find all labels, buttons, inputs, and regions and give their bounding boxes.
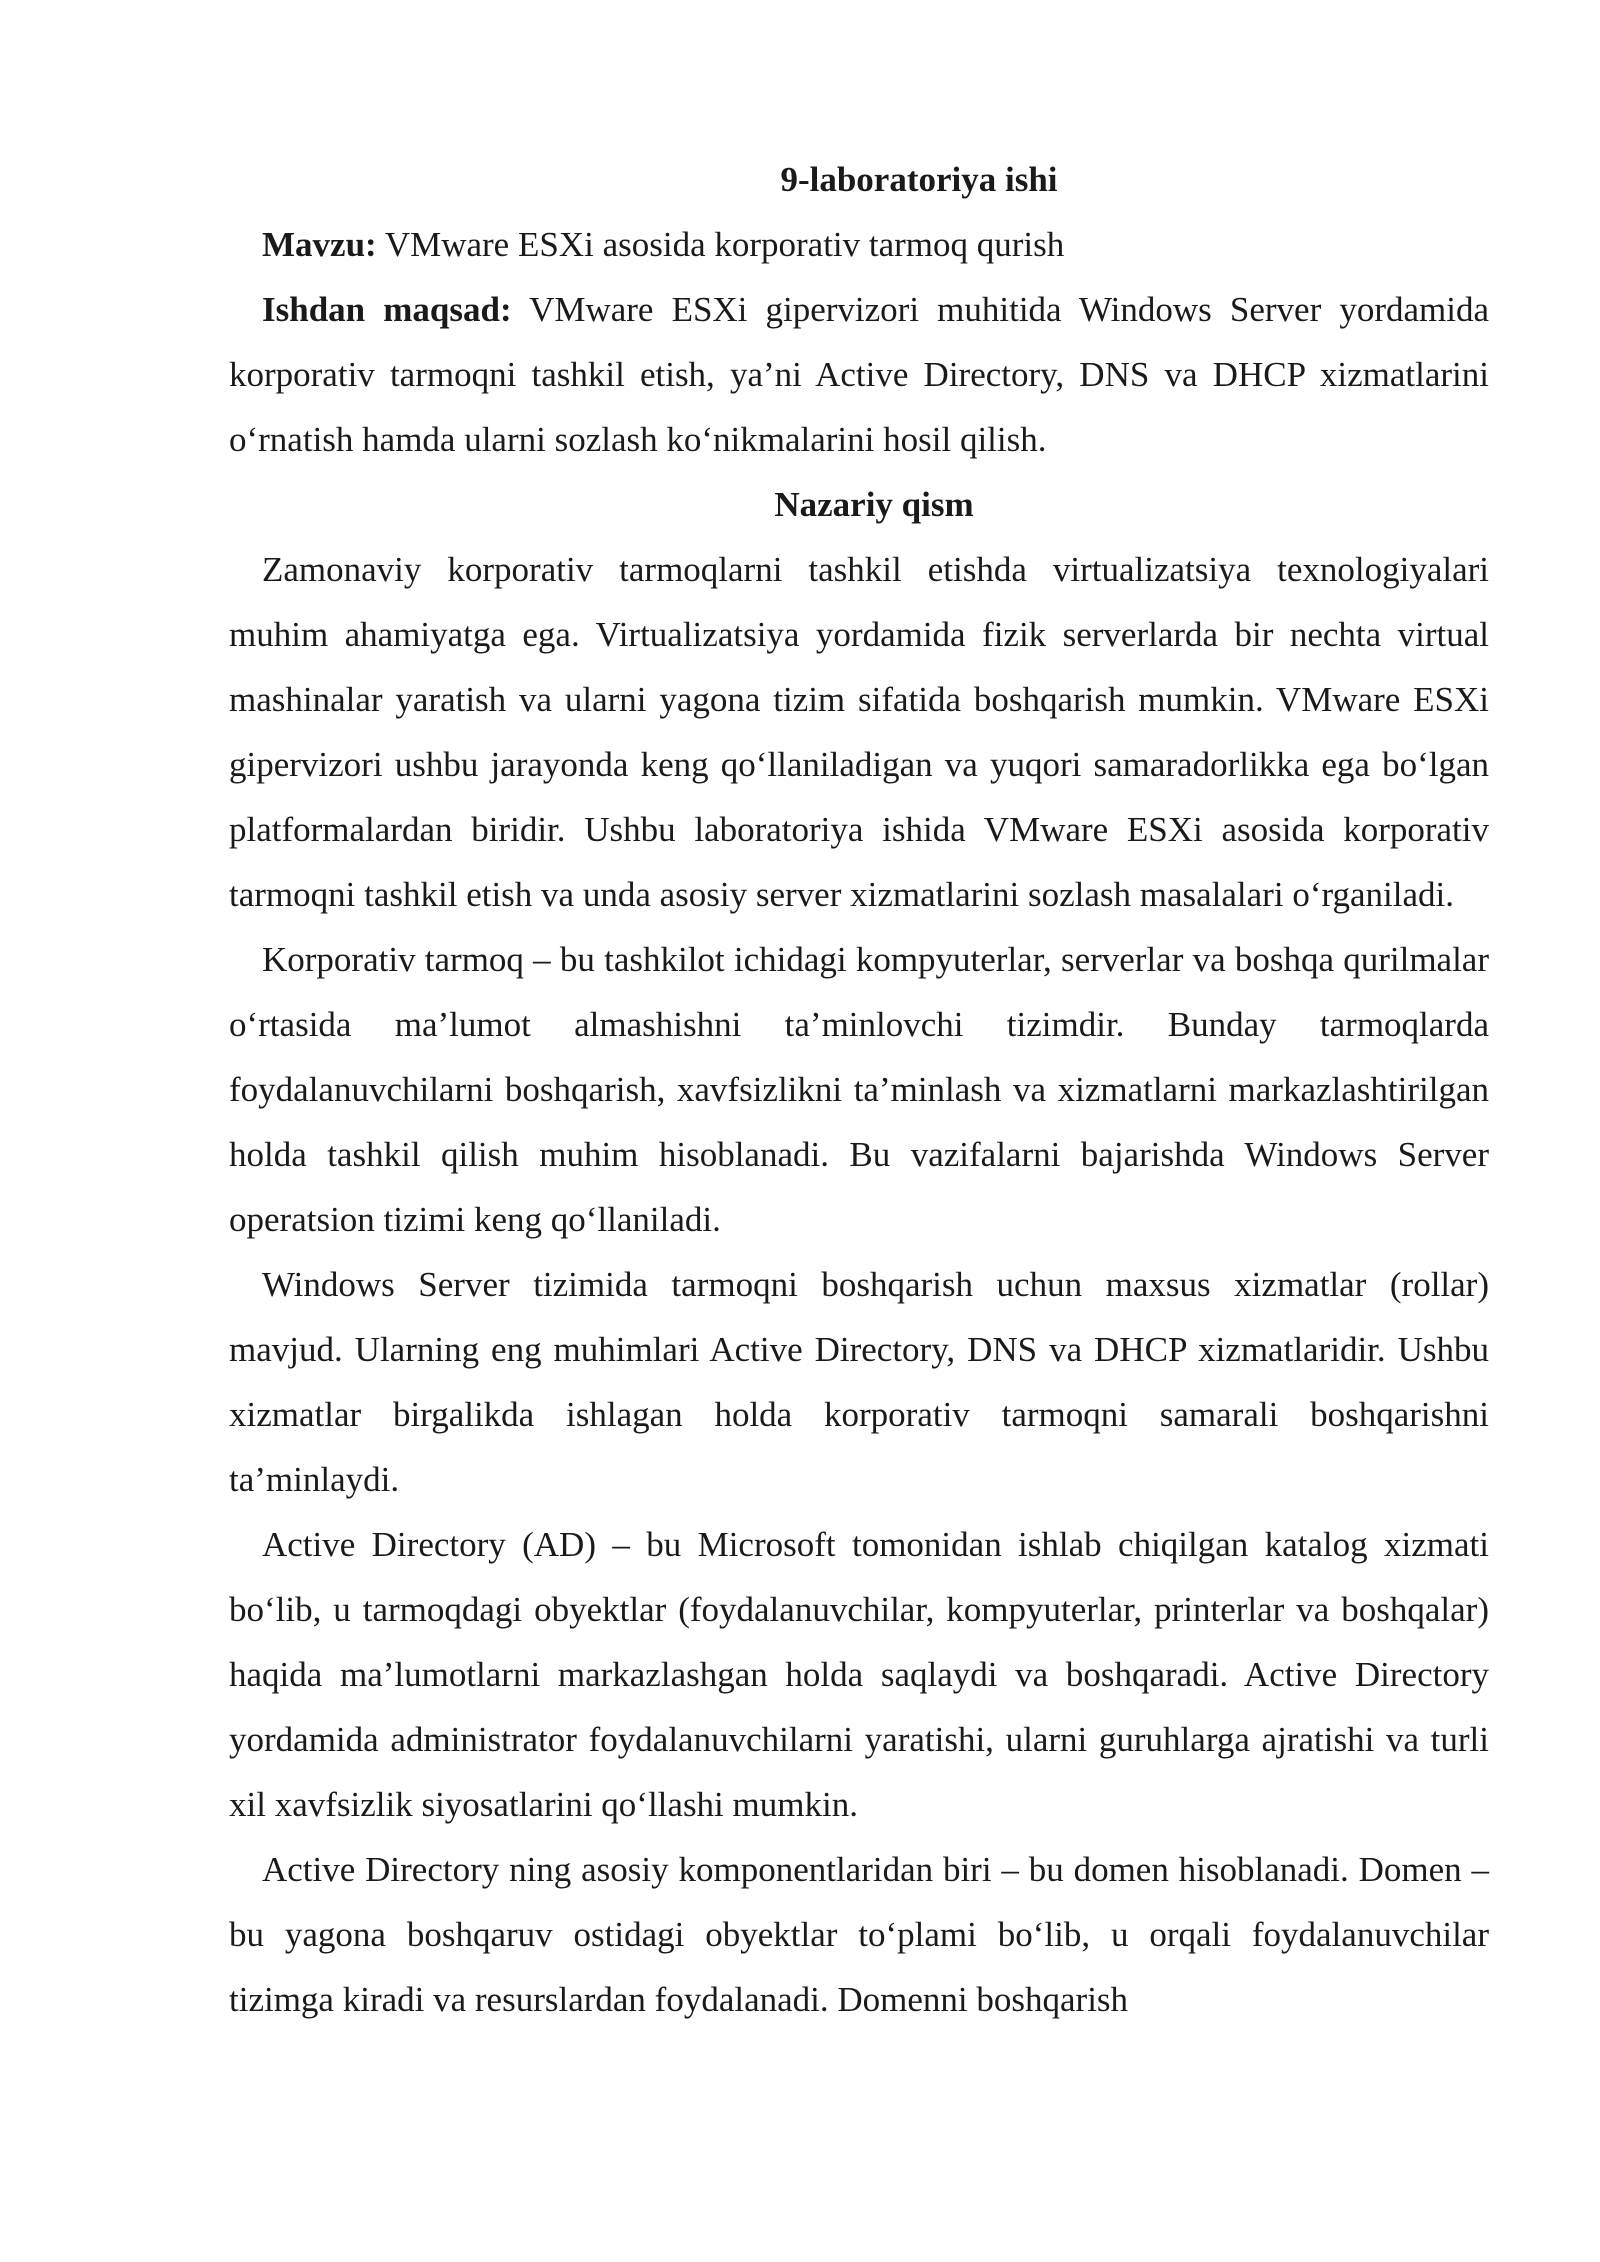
body-paragraph: Windows Server tizimida tarmoqni boshqarish uchun maxsus xizmatlar (rollar) mavjud. Ularning eng muhimlari Active Directory, DNS va DHCP xizmatlaridir. Ushbu xizmatlar birgalikda ishlagan holda korporativ tarmoqni samarali boshqarishni ta’minlaydi. (229, 1265, 1489, 1499)
goal-label: Ishdan maqsad: (262, 290, 512, 329)
goal-text: VMware ESXi gipervizori muhitida Windows Server yordamida korporativ tarmoqni tashkil etish, ya’ni Active Directory, DNS va DHCP xizmatlarini o‘rnatish hamda ularni sozlash ko‘nikmalarini hosil qilish. (229, 290, 1490, 459)
topic-text: VMware ESXi asosida korporativ tarmoq qurish (376, 225, 1065, 264)
topic-label: Mavzu: (262, 225, 377, 264)
body-paragraph: Active Directory ning asosiy komponentlaridan biri – bu domen hisoblanadi. Domen – bu yagona boshqaruv ostidagi obyektlar to‘plami bo‘lib, u orqali foydalanuvchilar tizimga kiradi va resurslardan foydalanadi. Domenni boshqarish (229, 1850, 1489, 2019)
body-paragraph: Zamonaviy korporativ tarmoqlarni tashkil etishda virtualizatsiya texnologiyalari muhim ahamiyatga ega. Virtualizatsiya yordamida fizik serverlarda bir nechta virtual mashinalar yaratish va ularni yagona tizim sifatida boshqarish mumkin. VMware ESXi gipervizori ushbu jarayonda keng qo‘llaniladigan va yuqori samaradorlikka ega bo‘lgan platformalardan biridir. Ushbu laboratoriya ishida VMware ESXi asosida korporativ tarmoqni tashkil etish va unda asosiy server xizmatlarini sozlash masalalari o‘rganiladi. (229, 550, 1489, 914)
topic-paragraph (229, 212, 1489, 277)
goal-paragraph (229, 277, 1489, 472)
document-page (229, 147, 1489, 2032)
body-paragraph: Active Directory (AD) – bu Microsoft tomonidan ishlab chiqilgan katalog xizmati bo‘lib, u tarmoqdagi obyektlar (foydalanuvchilar, kompyuterlar, printerlar va boshqalar) haqida ma’lumotlarni markazlashgan holda saqlaydi va boshqaradi. Active Directory yordamida administrator foydalanuvchilarni yaratishi, ularni guruhlarga ajratishi va turli xil xavfsizlik siyosatlarini qo‘llashi mumkin. (229, 1525, 1489, 1824)
document-title: 9-laboratoriya ishi (780, 160, 1058, 199)
section-title: Nazariy qism (774, 485, 974, 524)
body-paragraph: Korporativ tarmoq – bu tashkilot ichidagi kompyuterlar, serverlar va boshqa qurilmalar o‘rtasida ma’lumot almashishni ta’minlovchi tizimdir. Bunday tarmoqlarda foydalanuvchilarni boshqarish, xavfsizlikni ta’minlash va xizmatlarni markazlashtirilgan holda tashkil qilish muhim hisoblanadi. Bu vazifalarni bajarishda Windows Server operatsion tizimi keng qo‘llaniladi. (229, 940, 1489, 1239)
